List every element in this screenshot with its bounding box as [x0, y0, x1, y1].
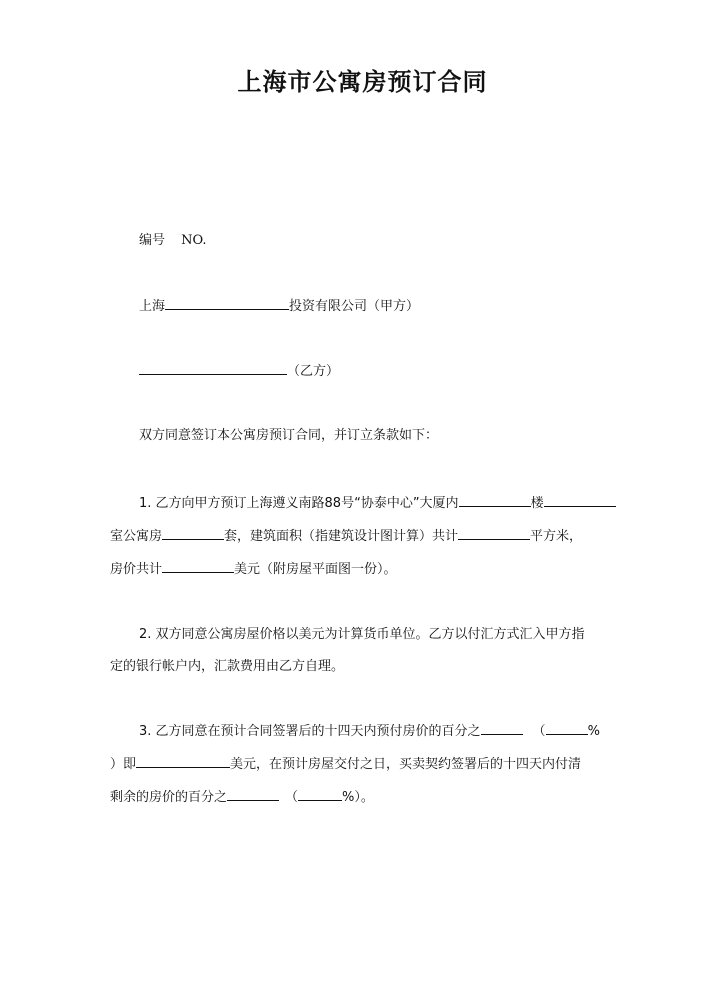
party-b-line — [139, 362, 339, 381]
party-a-blank[interactable] — [165, 297, 289, 310]
party-a-suffix: 投资有限公司（甲方） — [289, 299, 420, 314]
prepay-percent-blank[interactable] — [481, 722, 523, 735]
prepay-amount-blank[interactable] — [136, 755, 230, 768]
clause2-line1: 2. 双方同意公寓房屋价格以美元为计算货币单位。乙方以付汇方式汇入甲方指 — [139, 627, 585, 642]
clause3-line2 — [110, 755, 581, 774]
clause1-text-b: 楼 — [530, 496, 544, 511]
units-blank[interactable] — [162, 527, 224, 540]
clause1-text-c: 室公寓房 — [110, 529, 163, 544]
clause1-text-d: 套，建筑面积（指建筑设计图计算）共计 — [224, 529, 459, 544]
clause1-text-a: 1. 乙方向甲方预订上海遵义南路88号“协泰中心”大厦内 — [139, 496, 459, 511]
party-a-line — [139, 297, 419, 316]
clause3-text-b: （ — [532, 724, 546, 739]
clause3-line3 — [110, 788, 374, 807]
area-blank[interactable] — [458, 527, 530, 540]
clause1-line3 — [110, 560, 397, 579]
party-b-suffix: （乙方） — [287, 364, 340, 379]
number-label: 编号 — [139, 233, 166, 248]
clause1-text-e: 平方米， — [530, 529, 583, 544]
prepay-percent-figure-blank[interactable] — [546, 722, 588, 735]
room-blank[interactable] — [544, 494, 616, 507]
clause3-text-a: 3. 乙方同意在预计合同签署后的十四天内预付房价的百分之 — [139, 724, 481, 739]
clause3-text-d: ）即 — [110, 757, 137, 772]
clause3-line1 — [139, 722, 600, 741]
clause1-line2 — [110, 527, 582, 546]
balance-percent-blank[interactable] — [227, 788, 279, 801]
clause1-text-g: 美元（附房屋平面图一份）。 — [234, 562, 397, 577]
party-b-blank[interactable] — [139, 362, 287, 375]
clause3-text-e: 美元，在预计房屋交付之日，买卖契约签署后的十四天内付清 — [230, 757, 582, 772]
number-value: NO. — [181, 233, 207, 248]
clause2-line2: 定的银行帐户内，汇款费用由乙方自理。 — [110, 659, 345, 674]
number-line — [139, 232, 207, 250]
balance-percent-figure-blank[interactable] — [298, 788, 342, 801]
clause3-text-c: % — [587, 724, 600, 739]
clause3-text-g: （ — [285, 790, 299, 805]
clause1-line1 — [139, 494, 616, 513]
clause3-text-h: %）。 — [342, 790, 374, 805]
document-title: 上海市公寓房预订合同 — [237, 68, 488, 96]
floor-blank[interactable] — [459, 494, 531, 507]
clause1-text-f: 房价共计 — [110, 562, 163, 577]
clause3-text-f: 剩余的房价的百分之 — [110, 790, 228, 805]
price-blank[interactable] — [162, 560, 234, 573]
intro-text: 双方同意签订本公寓房预订合同，并订立条款如下： — [139, 428, 439, 443]
party-a-prefix: 上海 — [139, 299, 166, 314]
